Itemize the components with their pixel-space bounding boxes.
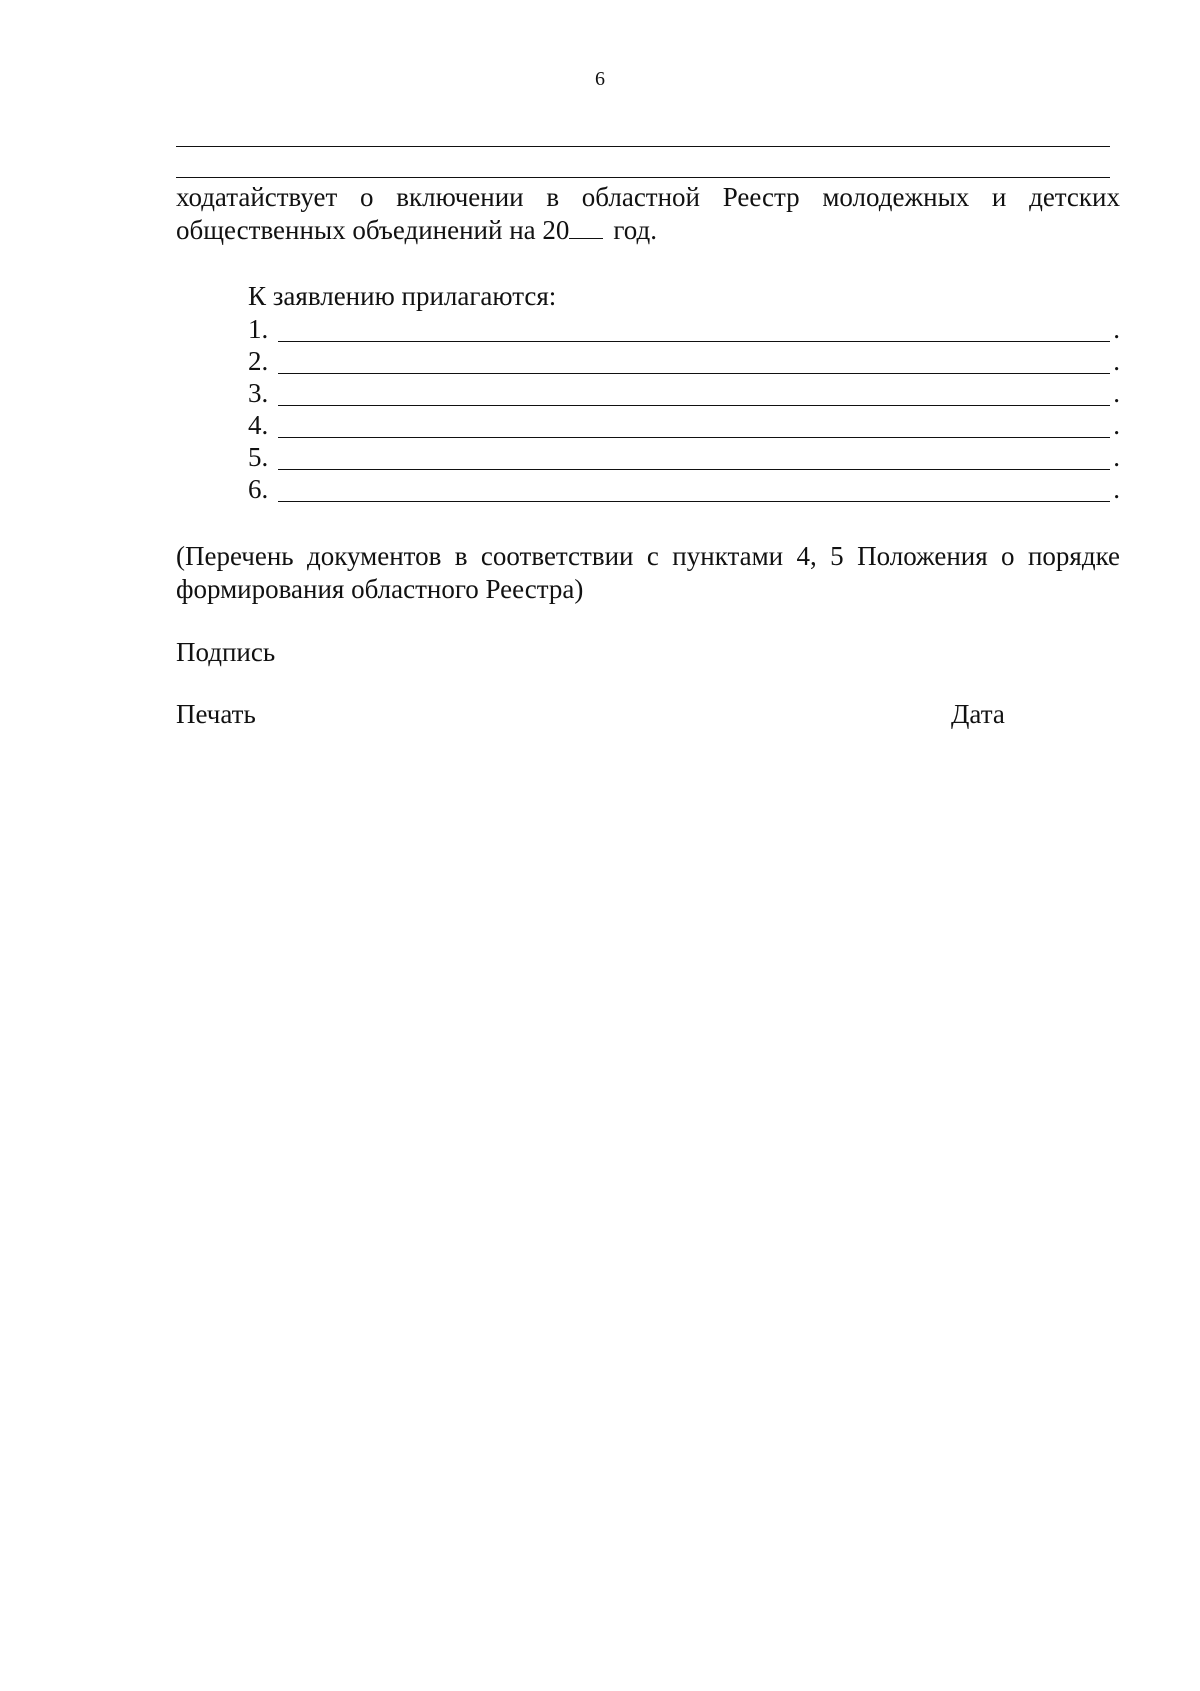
attachment-number: 5. <box>248 442 269 472</box>
attachment-number: 6. <box>248 474 269 504</box>
attachment-blank-line <box>278 501 1110 502</box>
petition-line-2-start: общественных объединений на 20 <box>176 215 570 245</box>
date-label: Дата <box>951 699 1005 729</box>
attachment-end: . <box>1113 346 1120 376</box>
attachment-item <box>248 313 1120 345</box>
attachment-blank-line <box>278 373 1110 374</box>
blank-fill-line-2 <box>176 177 1110 178</box>
attachment-number: 4. <box>248 410 269 440</box>
attachment-blank-line <box>278 437 1110 438</box>
page-number: 6 <box>595 68 605 90</box>
attachment-item <box>248 345 1120 377</box>
attachment-item <box>248 473 1120 505</box>
attachment-end: . <box>1113 314 1120 344</box>
attachment-end: . <box>1113 442 1120 472</box>
signature-label: Подпись <box>176 637 276 667</box>
attachment-number: 3. <box>248 378 269 408</box>
documents-note <box>176 540 1120 606</box>
documents-note-line-1: (Перечень документов в соответствии с пунктами 4, 5 Положения о порядке <box>176 541 1120 571</box>
attachment-blank-line <box>278 405 1110 406</box>
attachments-title: К заявлению прилагаются: <box>248 281 557 311</box>
documents-note-line-2: формирования областного Реестра) <box>176 574 584 604</box>
stamp-label: Печать <box>176 699 256 729</box>
attachment-blank-line <box>278 469 1110 470</box>
attachment-end: . <box>1113 410 1120 440</box>
year-blank <box>569 216 603 239</box>
attachments-list <box>248 313 1120 505</box>
attachment-item <box>248 377 1120 409</box>
petition-line-2-end: год. <box>613 215 658 245</box>
attachment-end: . <box>1113 474 1120 504</box>
attachment-item <box>248 409 1120 441</box>
attachment-number: 2. <box>248 346 269 376</box>
petition-line-1: ходатайствует о включении в областной Реестр молодежных и детских <box>176 182 1120 212</box>
attachment-number: 1. <box>248 314 269 344</box>
petition-line-2 <box>176 214 1120 247</box>
attachment-end: . <box>1113 378 1120 408</box>
blank-fill-line-1 <box>176 146 1110 147</box>
petition-paragraph <box>176 181 1120 247</box>
attachment-blank-line <box>278 341 1110 342</box>
attachment-item <box>248 441 1120 473</box>
